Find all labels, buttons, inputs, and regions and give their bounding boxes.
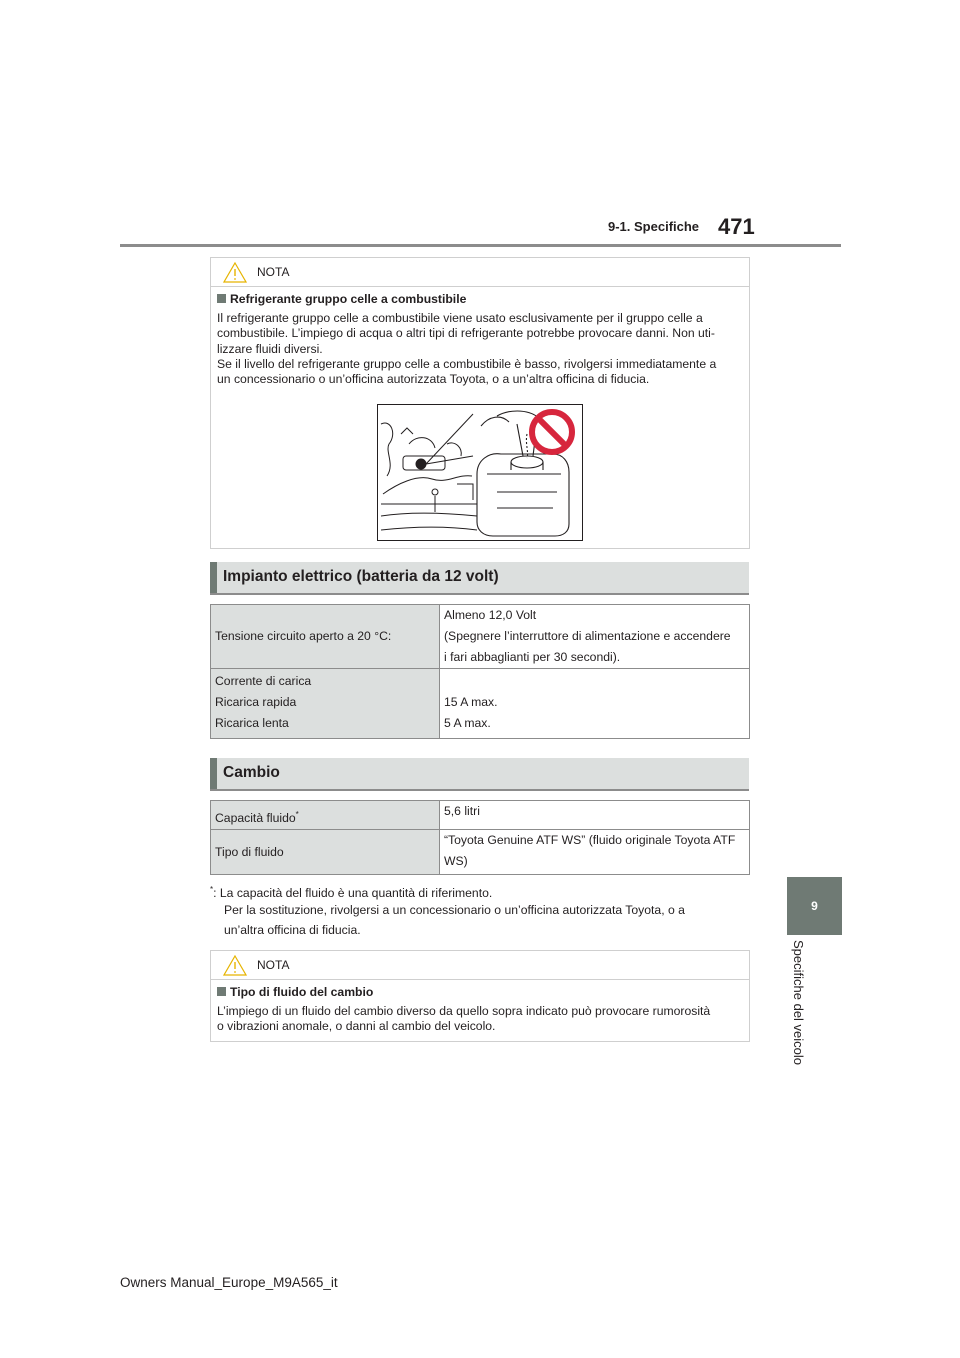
heading-accent-bar <box>210 758 217 789</box>
footer-text: Owners Manual_Europe_M9A565_it <box>120 1275 338 1290</box>
note-line: combustibile. L’impiego di acqua o altri tipi di refrigerante potrebbe provocare danni. Non uti- <box>217 326 715 341</box>
page-number: 471 <box>718 214 755 239</box>
chapter-title: Specifiche del veicolo <box>791 940 806 1066</box>
section-label: 9-1. Specifiche <box>608 219 700 234</box>
note-line: Il refrigerante gruppo celle a combustibile viene usato esclusivamente per il gruppo celle a <box>217 311 703 326</box>
section-heading-transmission <box>210 758 749 791</box>
chapter-tab[interactable] <box>787 877 842 935</box>
table-value-cell: Almeno 12,0 Volt (Spegnere l’interruttore di alimentazione e accendere i fari abbaglianti per 30 secondi). <box>440 605 750 669</box>
table-label-cell: Corrente di carica Ricarica rapida Ricarica lenta <box>211 669 440 739</box>
note-line: Se il livello del refrigerante gruppo celle a combustibile è basso, rivolgersi immediatamente a <box>217 356 717 371</box>
section-heading-electrical <box>210 562 749 595</box>
note-body <box>211 980 749 1043</box>
note-box-transmission-fluid <box>210 950 750 1042</box>
coolant-reservoir-illustration <box>377 404 583 541</box>
footnote-line: : La capacità del fluido è una quantità di riferimento. <box>213 886 493 901</box>
transmission-spec-table <box>210 800 750 875</box>
table-row <box>211 605 750 669</box>
chapter-number: 9 <box>811 899 818 913</box>
warning-icon <box>223 955 247 976</box>
table-row <box>211 801 750 830</box>
note-header <box>211 951 749 980</box>
table-label-cell: Tensione circuito aperto a 20 °C: <box>211 605 440 669</box>
table-value-cell: “Toyota Genuine ATF WS” (fluido originale Toyota ATF WS) <box>440 830 750 875</box>
table-row <box>211 830 750 875</box>
note-header <box>211 258 749 287</box>
table-row <box>211 669 750 739</box>
square-bullet-icon <box>217 987 226 996</box>
section-title: Impianto elettrico (batteria da 12 volt) <box>223 568 499 585</box>
note-label: NOTA <box>257 265 290 279</box>
note-subtitle: Tipo di fluido del cambio <box>217 985 739 1000</box>
note-line: L’impiego di un fluido del cambio diverso da quello sopra indicato può provocare rumorosità <box>217 1004 711 1019</box>
note-body <box>211 287 749 395</box>
note-label: NOTA <box>257 958 290 972</box>
footnote <box>210 880 750 940</box>
table-value-cell: 5,6 litri <box>440 801 750 830</box>
table-label-cell: Capacità fluido* <box>211 801 440 830</box>
table-label-cell: Tipo di fluido <box>211 830 440 875</box>
note-line: un concessionario o un’officina autorizzata Toyota, o a un’altra officina di fiducia. <box>217 372 650 387</box>
footnote-line: un’altra officina di fiducia. <box>224 923 361 937</box>
table-value-cell: 15 A max. 5 A max. <box>440 669 750 739</box>
warning-icon <box>223 262 247 283</box>
note-line: lizzare fluidi diversi. <box>217 341 323 356</box>
header-divider <box>120 244 841 247</box>
chapter-side-title <box>790 940 808 1130</box>
footnote-mark: * <box>210 885 214 894</box>
section-title: Cambio <box>223 764 280 781</box>
note-box-coolant <box>210 257 750 549</box>
footnote-line: Per la sostituzione, rivolgersi a un concessionario o un’officina autorizzata Toyota, o a <box>224 903 685 917</box>
square-bullet-icon <box>217 294 226 303</box>
note-subtitle: Refrigerante gruppo celle a combustibile <box>217 292 739 307</box>
note-line: o vibrazioni anomale, o danni al cambio del veicolo. <box>217 1019 496 1034</box>
electrical-spec-table <box>210 604 750 739</box>
heading-accent-bar <box>210 562 217 593</box>
